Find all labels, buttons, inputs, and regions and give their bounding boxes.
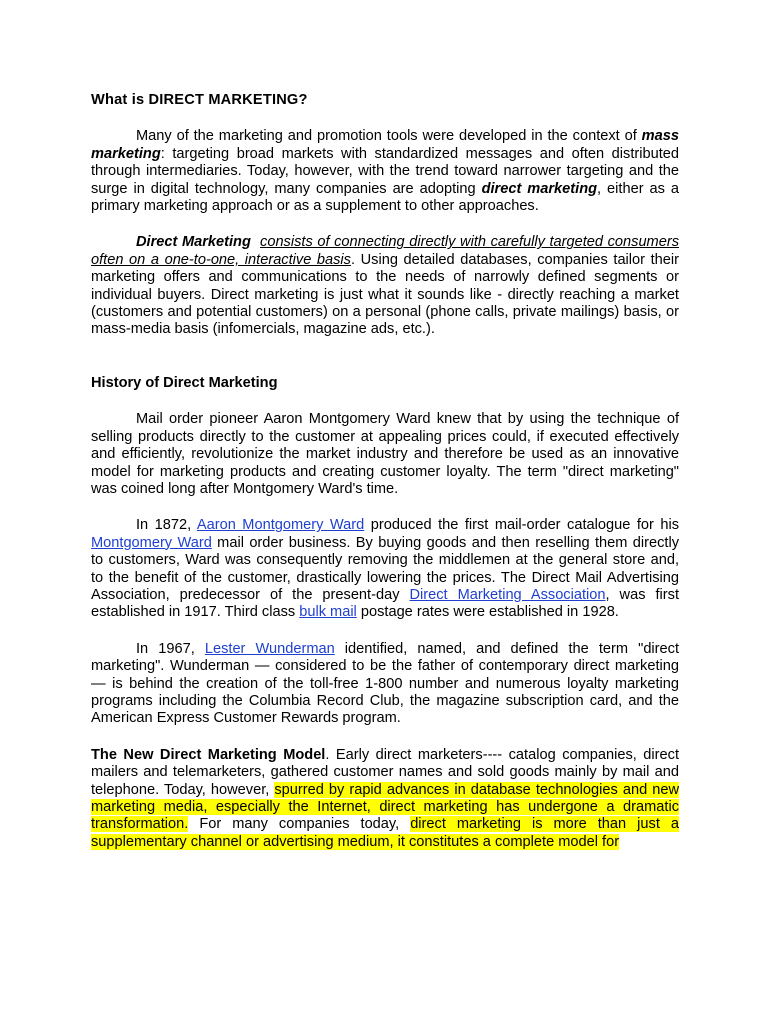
- paragraph-new-model: [91, 747, 679, 851]
- term-direct-marketing-bold: Direct Marketing: [136, 234, 251, 251]
- text: In 1967,: [136, 640, 205, 657]
- paragraph-definition: [91, 234, 679, 338]
- link-lester-wunderman[interactable]: Lester Wunderman: [204, 640, 335, 657]
- highlight-transformation: spurred by rapid advances in database technologies and new marketing media, especially the Internet, direct marketing has undergone a dramatic transformation.: [91, 781, 680, 833]
- term-new-direct-marketing-model: The New Direct Marketing Model: [91, 746, 326, 763]
- text: mail order business. By buying goods and then reselling them directly to customers, Ward was consequently removing the middlemen at the general store and, to the benefit of the customer, drastically lowering the prices. The Direct Mail Advertising Association, predecessor of the present-day: [91, 534, 679, 603]
- paragraph-1872: [91, 517, 679, 621]
- text: For many companies today,: [188, 816, 411, 833]
- link-bulk-mail[interactable]: bulk mail: [299, 604, 357, 621]
- link-montgomery-ward[interactable]: Montgomery Ward: [91, 534, 212, 551]
- document-body: [91, 92, 679, 851]
- term-mass-marketing: mass marketing: [91, 128, 679, 162]
- text: identified, named, and defined the term "direct marketing". Wunderman — considered to be the father of contemporary direct marketing — is behind the creation of the toll-free 1-800 number and numerous loyalty marketing programs including the Columbia Record Club, the magazine subscription card, and the American Express Customer Rewards program.: [91, 640, 679, 727]
- term-direct-marketing: direct marketing: [481, 180, 598, 197]
- paragraph-1967: [91, 641, 679, 728]
- text: In 1872,: [136, 517, 197, 534]
- link-direct-marketing-association[interactable]: Direct Marketing Association: [409, 586, 606, 603]
- text: . Using detailed databases, companies tailor their marketing offers and communications to the needs of narrowly defined segments or individual buyers. Direct marketing is just what it sounds like - directly reaching a market (customers and potential customers) on a personal (phone calls, private mailings) basis, or mass-media basis (infomercials, magazine ads, etc.).: [91, 251, 679, 338]
- heading-history: History of Direct Marketing: [91, 374, 278, 391]
- paragraph-history-ward: Mail order pioneer Aaron Montgomery Ward knew that by using the technique of selling products directly to the customer at appealing prices could, if executed effectively and efficiently, revolutionize the market industry and therefore be used as an innovative model for marketing products and creating customer loyalty. The term "direct marketing" was coined long after Montgomery Ward's time.: [91, 411, 679, 497]
- text: , was first established in 1917. Third class: [91, 586, 680, 621]
- text: , either as a primary marketing approach or as a supplement to other approaches.: [91, 180, 679, 215]
- text: : targeting broad markets with standardized messages and often distributed through intermediaries. Today, however, with the trend toward narrower targeting and the surge in digital technology, many companies are adopting: [91, 145, 679, 197]
- text: Many of the marketing and promotion tools were developed in the context of: [136, 128, 642, 145]
- text: . Early direct marketers---- catalog companies, direct mailers and telemarketers, gathered customer names and sold goods mainly by mail and telephone. Today, however,: [91, 746, 679, 798]
- paragraph-intro: [91, 128, 679, 215]
- heading-what-is-direct-marketing: What is DIRECT MARKETING?: [91, 92, 308, 108]
- highlight-complete-model: direct marketing is more than just a supplementary channel or advertising medium, it constitutes a complete model for: [91, 816, 679, 850]
- text: produced the first mail-order catalogue for his: [364, 517, 679, 534]
- definition-underlined: consists of connecting directly with carefully targeted consumers often on a one-to-one, interactive basis: [91, 234, 679, 268]
- link-aaron-montgomery-ward[interactable]: Aaron Montgomery Ward: [196, 517, 365, 534]
- text: postage rates were established in 1928.: [356, 604, 619, 621]
